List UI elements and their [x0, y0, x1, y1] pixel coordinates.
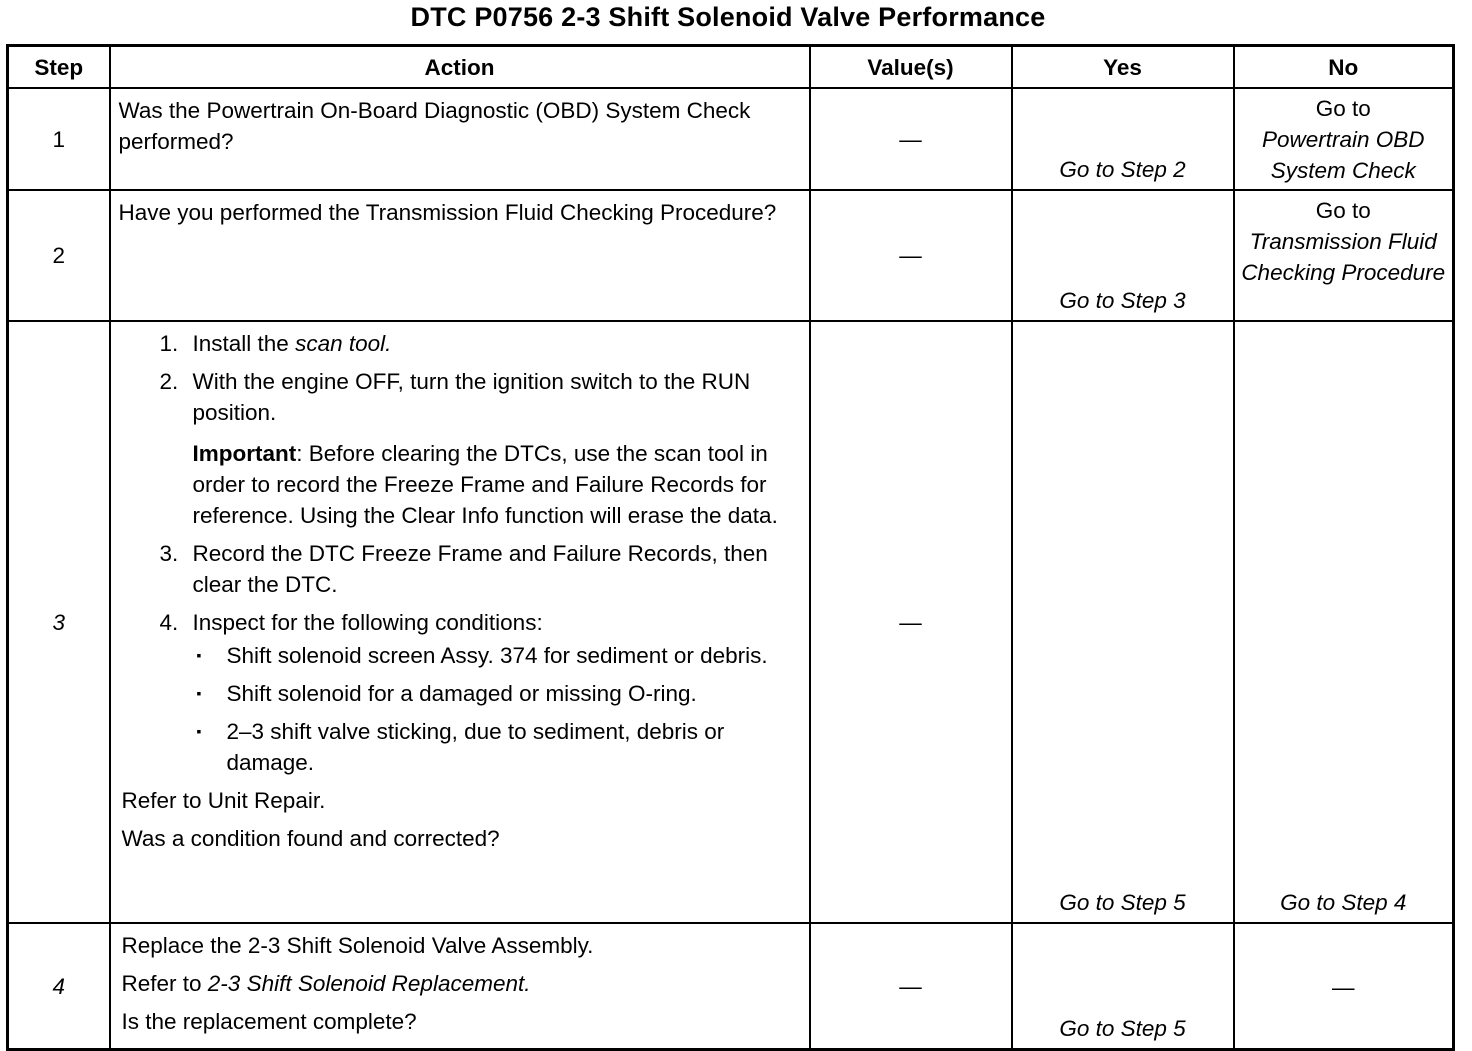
list-item — [185, 328, 801, 359]
list-item — [185, 366, 801, 531]
list-item — [185, 538, 801, 600]
action-text: Have you performed the Transmission Fluid Checking Procedure? — [110, 190, 810, 321]
step-number: 3 — [8, 321, 110, 923]
no-link[interactable]: Transmission Fluid Checking Procedure — [1241, 229, 1446, 285]
action-text — [110, 923, 810, 1050]
page-title: DTC P0756 2-3 Shift Solenoid Valve Performance — [410, 2, 1046, 32]
list-item — [185, 607, 801, 778]
no-link[interactable]: Go to Step 4 — [1234, 321, 1454, 923]
yes-link[interactable]: Go to Step 2 — [1012, 88, 1234, 190]
important-note — [193, 438, 801, 531]
header-values: Value(s) — [810, 46, 1012, 89]
yes-link[interactable]: Go to Step 3 — [1012, 190, 1234, 321]
item-text: Inspect for the following conditions: — [192, 610, 543, 635]
action-line: Replace the 2-3 Shift Solenoid Valve Assembly. — [121, 933, 594, 958]
step-number: 4 — [8, 923, 110, 1050]
action-text: Was the Powertrain On-Board Diagnostic (OBD) System Check performed? — [110, 88, 810, 190]
item-text: With the engine OFF, turn the ignition switch to the RUN position. — [192, 369, 751, 425]
no-prefix: Go to — [1315, 198, 1371, 223]
header-yes: Yes — [1012, 46, 1234, 89]
step-number: 1 — [8, 88, 110, 190]
important-text: : Before clearing the DTCs, use the scan tool in order to record the Freeze Frame and Failure Records for reference. Using the Clear Info function will erase the data. — [192, 441, 778, 528]
yes-link[interactable]: Go to Step 5 — [1012, 923, 1234, 1050]
action-text — [110, 321, 810, 923]
header-step: Step — [8, 46, 110, 89]
procedure-list — [119, 328, 801, 778]
yes-link[interactable]: Go to Step 5 — [1012, 321, 1234, 923]
item-text: Record the DTC Freeze Frame and Failure Records, then clear the DTC. — [192, 541, 768, 597]
important-label: Important — [192, 441, 297, 466]
step-number: 2 — [8, 190, 110, 321]
no-link[interactable]: Powertrain OBD System Check — [1261, 127, 1425, 183]
refer-line — [122, 968, 801, 999]
no-cell — [1234, 190, 1454, 321]
question-text: Was a condition found and corrected? — [121, 826, 500, 851]
condition-list — [193, 640, 801, 778]
replacement-link[interactable]: 2-3 Shift Solenoid Replacement. — [207, 971, 531, 996]
refer-prefix: Refer to — [121, 971, 208, 996]
scan-tool-link[interactable]: scan tool. — [295, 331, 392, 356]
no-cell: — — [1234, 923, 1454, 1050]
no-prefix: Go to — [1315, 96, 1371, 121]
table-row — [8, 88, 1454, 190]
value-cell: — — [810, 88, 1012, 190]
question-text: Is the replacement complete? — [121, 1009, 417, 1034]
value-cell: — — [810, 923, 1012, 1050]
header-row — [8, 46, 1454, 89]
bullet-item: ▪ Shift solenoid for a damaged or missing O-ring. — [219, 678, 801, 709]
table-row — [8, 321, 1454, 923]
header-no: No — [1234, 46, 1454, 89]
table-row — [8, 923, 1454, 1050]
no-cell — [1234, 88, 1454, 190]
bullet-item: ▪ 2–3 shift valve sticking, due to sediment, debris or damage. — [219, 716, 801, 778]
value-cell: — — [810, 321, 1012, 923]
bullet-item: ▪ Shift solenoid screen Assy. 374 for sediment or debris. — [219, 640, 801, 671]
item-text: Install the — [192, 331, 296, 356]
refer-text: Refer to Unit Repair. — [121, 788, 326, 813]
header-action: Action — [110, 46, 810, 89]
value-cell: — — [810, 190, 1012, 321]
table-row — [8, 190, 1454, 321]
diagnostic-table — [6, 44, 1455, 1051]
